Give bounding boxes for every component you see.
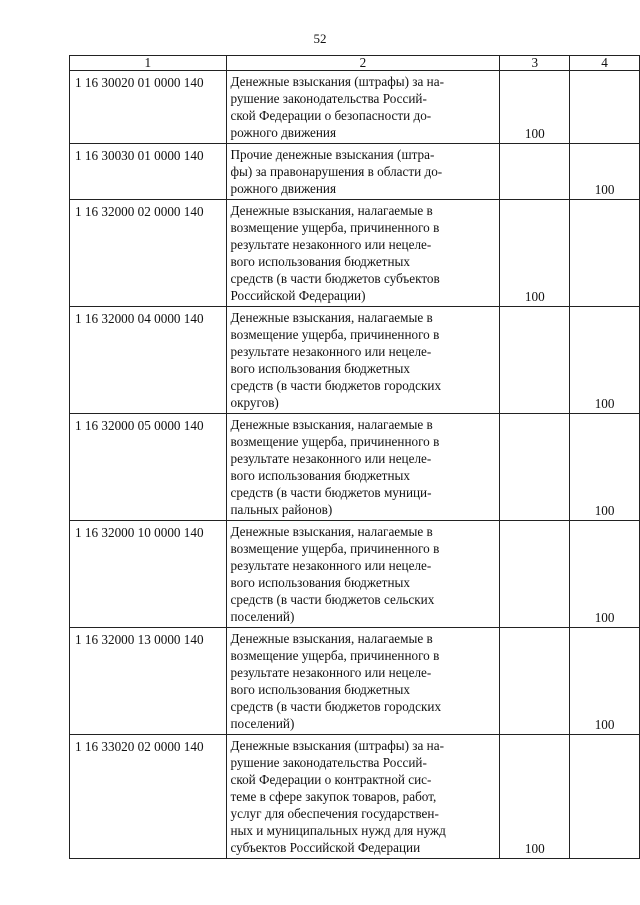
revenue-description: Денежные взыскания, налагаемые в возмещение ущерба, причиненного в результате незаконного или нецеле- вого использования бюджетных средств (в части бюджетов муници- пальных районов) [226, 414, 500, 521]
revenue-code: 1 16 33020 02 0000 140 [70, 735, 227, 859]
table-row [70, 628, 640, 735]
revenue-code: 1 16 32000 10 0000 140 [70, 521, 227, 628]
budget-codes-table [69, 55, 640, 859]
column-header-2: 2 [226, 56, 500, 71]
column-header-3: 3 [500, 56, 570, 71]
revenue-description: Денежные взыскания, налагаемые в возмещение ущерба, причиненного в результате незаконного или нецеле- вого использования бюджетных средств (в части бюджетов сельских поселений) [226, 521, 500, 628]
value-col3: 100 [500, 735, 570, 859]
value-col4 [570, 200, 640, 307]
table-row [70, 71, 640, 144]
table-row [70, 521, 640, 628]
value-col4 [570, 71, 640, 144]
revenue-code: 1 16 30020 01 0000 140 [70, 71, 227, 144]
table-header-row [70, 56, 640, 71]
value-col3: 100 [500, 200, 570, 307]
table-row [70, 735, 640, 859]
value-col3 [500, 521, 570, 628]
value-col3 [500, 144, 570, 200]
revenue-code: 1 16 32000 04 0000 140 [70, 307, 227, 414]
revenue-code: 1 16 32000 05 0000 140 [70, 414, 227, 521]
value-col4: 100 [570, 144, 640, 200]
table-row [70, 307, 640, 414]
page-number: 52 [313, 31, 327, 46]
table-row [70, 414, 640, 521]
value-col4 [570, 735, 640, 859]
value-col4: 100 [570, 414, 640, 521]
value-col4: 100 [570, 521, 640, 628]
revenue-code: 1 16 30030 01 0000 140 [70, 144, 227, 200]
value-col3 [500, 628, 570, 735]
revenue-description: Денежные взыскания, налагаемые в возмещение ущерба, причиненного в результате незаконного или нецеле- вого использования бюджетных средств (в части бюджетов субъектов Российской Федерации) [226, 200, 500, 307]
value-col3: 100 [500, 71, 570, 144]
revenue-description: Денежные взыскания, налагаемые в возмещение ущерба, причиненного в результате незаконного или нецеле- вого использования бюджетных средств (в части бюджетов городских поселений) [226, 628, 500, 735]
table-row [70, 200, 640, 307]
value-col3 [500, 307, 570, 414]
table-row [70, 144, 640, 200]
column-header-4: 4 [570, 56, 640, 71]
revenue-description: Денежные взыскания (штрафы) за на- рушение законодательства Россий- ской Федерации о контрактной сис- теме в сфере закупок товаров, работ, услуг для обеспечения государствен- ных и муниципальных нужд для нужд субъектов Российской Федерации [226, 735, 500, 859]
revenue-description: Денежные взыскания (штрафы) за на- рушение законодательства Россий- ской Федерации о безопасности до- рожного движения [226, 71, 500, 144]
revenue-description: Денежные взыскания, налагаемые в возмещение ущерба, причиненного в результате незаконного или нецеле- вого использования бюджетных средств (в части бюджетов городских округов) [226, 307, 500, 414]
column-header-1: 1 [70, 56, 227, 71]
revenue-description: Прочие денежные взыскания (штра- фы) за правонарушения в области до- рожного движения [226, 144, 500, 200]
value-col3 [500, 414, 570, 521]
value-col4: 100 [570, 307, 640, 414]
value-col4: 100 [570, 628, 640, 735]
revenue-code: 1 16 32000 13 0000 140 [70, 628, 227, 735]
revenue-code: 1 16 32000 02 0000 140 [70, 200, 227, 307]
